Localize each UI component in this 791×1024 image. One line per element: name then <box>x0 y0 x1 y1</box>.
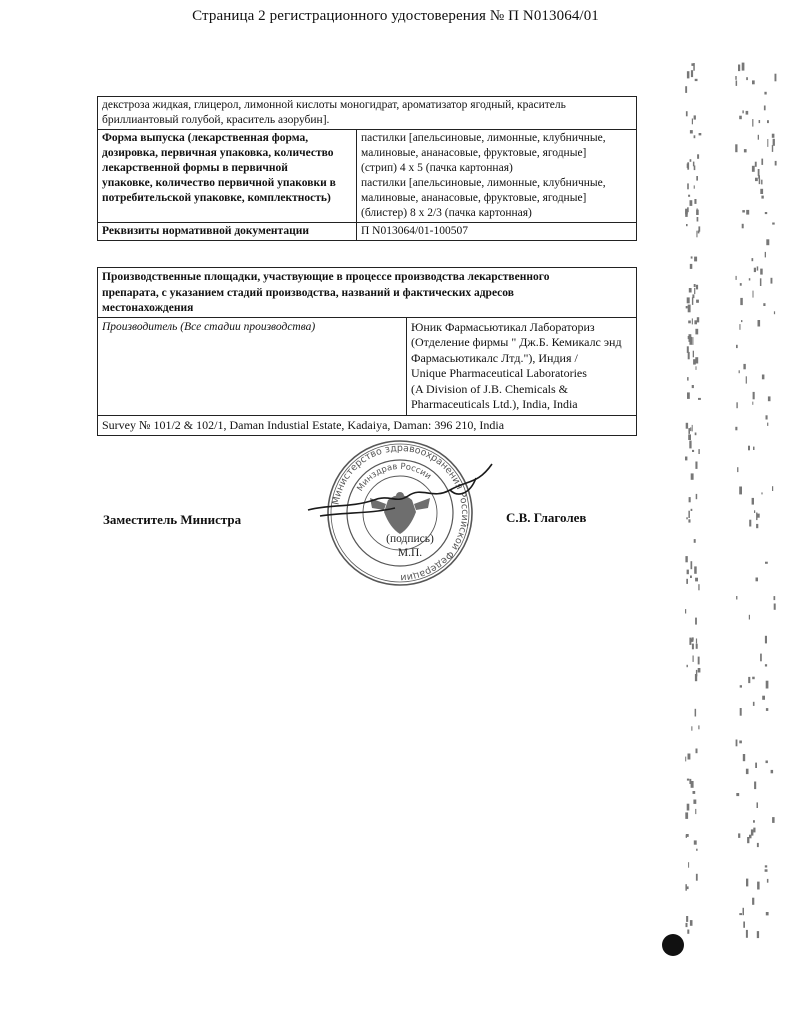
scan-noise-mark <box>687 392 690 399</box>
scan-noise-mark <box>698 398 701 400</box>
scan-noise-mark <box>759 179 761 185</box>
scan-noise-mark <box>686 517 688 519</box>
scan-noise-mark <box>739 370 740 373</box>
scan-noise-mark <box>761 180 762 185</box>
normative-docs-label: Реквизиты нормативной документации <box>98 223 357 241</box>
scan-noise-mark <box>752 80 755 84</box>
scan-noise-mark <box>695 709 697 717</box>
scan-noise-mark <box>756 513 757 521</box>
scan-noise-mark <box>690 576 692 579</box>
scan-noise-mark <box>693 800 696 804</box>
normative-docs-value: П N013064/01-100507 <box>357 223 637 241</box>
production-sites-heading <box>98 268 637 318</box>
scan-noise-mark <box>685 86 687 93</box>
scan-noise-mark <box>760 269 763 275</box>
scan-noise-mark <box>762 375 765 380</box>
scan-noise-mark <box>771 278 773 284</box>
scan-noise-mark <box>743 364 745 369</box>
scan-noise-mark <box>735 144 737 152</box>
scan-noise-mark <box>742 63 745 71</box>
scan-noise-mark <box>692 425 693 432</box>
manufacturer-address: Survey № 101/2 & 102/1, Daman Industial Estate, Kadaiya, Daman: 396 210, India <box>98 415 637 436</box>
scan-noise-mark <box>696 639 697 644</box>
scan-noise-mark <box>755 763 757 768</box>
scan-noise-mark <box>687 71 690 78</box>
release-form-label-line: лекарственной формы в первичной <box>102 162 288 174</box>
scan-noise-mark <box>685 457 687 461</box>
scan-noise-mark <box>698 449 699 454</box>
scan-noise-mark <box>749 835 752 839</box>
scan-noise-mark <box>766 761 768 764</box>
scan-noise-mark <box>753 291 754 298</box>
scan-noise-mark <box>693 656 694 662</box>
scan-noise-mark <box>694 288 695 294</box>
scan-noise-mark <box>691 63 693 66</box>
release-form-label-line: дозировка, первичная упаковка, количество <box>102 147 334 159</box>
release-form-value-line: (блистер) 8 х 2/3 (пачка картонная) <box>361 207 532 219</box>
production-sites-table <box>97 267 637 436</box>
scan-noise-mark <box>687 779 689 781</box>
scan-noise-mark <box>772 145 773 152</box>
scan-noise-mark <box>749 615 750 620</box>
release-form-label-line: потребительской упаковке, комплектность) <box>102 192 331 204</box>
scan-noise-mark <box>760 654 762 662</box>
seal-label: М.П. <box>397 547 423 559</box>
scan-noise-mark <box>740 708 742 716</box>
scan-noise-mark <box>694 539 696 543</box>
scan-noise-mark <box>767 879 769 883</box>
manufacturer-line: (A Division of J.B. Chemicals & <box>411 381 568 396</box>
scan-noise-mark <box>752 898 754 905</box>
scan-noise-mark <box>696 231 697 238</box>
release-form-value-line: пастилки [апельсиновые, лимонные, клубничные, <box>361 132 606 144</box>
scan-noise-mark <box>775 74 777 82</box>
release-form-value-line: малиновые, ананасовые, фруктовые, ягодные] <box>361 147 587 159</box>
scan-noise-mark <box>694 115 696 119</box>
scan-noise-mark <box>688 336 689 339</box>
release-form-label-line: Форма выпуска (лекарственная форма, <box>102 132 309 144</box>
scan-noise-mark <box>694 166 696 171</box>
scan-noise-mark <box>736 740 738 747</box>
scan-noise-mark <box>746 77 748 80</box>
scan-noise-mark <box>688 519 690 522</box>
scan-noise-mark <box>692 644 694 650</box>
composition-line: декстроза жидкая, глицерол, лимонной кислоты моногидрат, ароматизатор ягодный, краситель <box>102 99 566 111</box>
scan-noise-mark <box>767 120 769 123</box>
scan-noise-mark <box>740 298 743 305</box>
scan-noise-mark <box>689 337 692 345</box>
scan-noise-mark <box>698 584 699 590</box>
scan-noise-mark <box>685 812 688 819</box>
scan-noise-mark <box>766 912 769 915</box>
release-form-value-line: малиновые, ананасовые, фруктовые, ягодные] <box>361 192 587 204</box>
scan-noise-mark <box>765 865 767 867</box>
scan-noise-mark <box>692 337 693 345</box>
scan-noise-mark <box>758 320 761 327</box>
scan-noise-mark <box>748 446 750 451</box>
scan-noise-mark <box>757 266 759 270</box>
scan-noise-mark <box>688 321 691 324</box>
scan-noise-mark <box>739 324 740 330</box>
scan-noise-mark <box>688 195 690 197</box>
scan-noise-mark <box>754 268 756 272</box>
scan-noise-mark <box>694 566 697 573</box>
scan-noise-mark <box>740 283 742 286</box>
scan-noise-mark <box>768 396 771 401</box>
signatory-position: Заместитель Министра <box>103 512 242 527</box>
scan-noise-mark <box>689 497 691 502</box>
scan-noise-mark <box>753 828 755 833</box>
scan-noise-mark <box>698 231 700 234</box>
release-form-label-line: упаковке, количество первичной упаковки в <box>102 177 336 189</box>
scan-noise-mark <box>753 702 755 706</box>
scan-noise-mark <box>767 423 768 426</box>
scan-noise-mark <box>749 278 751 280</box>
scan-noise-mark <box>691 473 694 479</box>
scan-noise-mark <box>773 139 775 146</box>
composition-line: бриллиантовый голубой, краситель азорубин]. <box>102 114 330 126</box>
scan-noise-mark <box>686 923 688 927</box>
scan-noise-mark <box>739 741 742 744</box>
scan-noise-mark <box>757 514 760 518</box>
scan-noise-mark <box>696 366 697 370</box>
scan-noise-mark <box>685 609 686 613</box>
production-heading-line: препарата, с указанием стадий производства, названий и фактических адресов <box>102 286 514 299</box>
scan-noise-mark <box>736 345 738 348</box>
scan-noise-mark <box>695 462 697 469</box>
scan-noise-mark <box>696 176 698 181</box>
scan-noise-mark <box>774 604 776 610</box>
scan-noise-mark <box>687 804 690 811</box>
scan-noise-mark <box>772 134 775 138</box>
scan-noise-mark <box>691 509 693 511</box>
scan-noise-mark <box>695 809 696 814</box>
scan-noise-mark <box>761 492 762 494</box>
scan-noise-mark <box>698 668 701 673</box>
scan-noise-mark <box>752 677 755 680</box>
scan-noise-mark <box>696 285 698 290</box>
scan-noise-mark <box>752 119 753 127</box>
scan-noise-mark <box>696 670 697 676</box>
scan-noise-mark <box>687 570 689 575</box>
scan-noise-mark <box>757 843 759 847</box>
scan-noise-mark <box>775 161 777 166</box>
scan-noise-mark <box>695 329 698 335</box>
scan-noise-mark <box>751 829 754 835</box>
scan-noise-mark <box>696 300 699 303</box>
scan-noise-mark <box>765 664 767 666</box>
scan-noise-mark <box>688 862 689 868</box>
scan-noise-mark <box>736 276 737 280</box>
scan-noise-mark <box>746 879 748 887</box>
page-header: Страница 2 регистрационного удостоверения № П N013064/01 <box>192 8 599 24</box>
scan-noise-mark <box>690 200 693 206</box>
scan-noise-mark <box>694 257 697 262</box>
scan-noise-mark <box>744 149 747 152</box>
scan-noise-mark <box>698 725 699 729</box>
punch-hole <box>662 934 684 956</box>
composition-tail-cell <box>98 97 637 130</box>
production-heading-line: Производственные площадки, участвующие в процессе производства лекарственного <box>102 271 550 283</box>
scan-noise-mark <box>694 199 696 204</box>
scan-noise-mark <box>690 130 693 133</box>
scan-noise-mark <box>749 520 751 527</box>
scan-noise-mark <box>697 154 699 159</box>
scan-noise-mark <box>685 556 687 562</box>
scan-noise-mark <box>758 169 760 176</box>
scan-noise-mark <box>752 498 754 505</box>
scan-noise-mark <box>766 239 769 245</box>
scan-noise-mark <box>758 175 760 179</box>
scan-noise-mark <box>765 869 768 872</box>
scan-noise-mark <box>685 757 686 762</box>
scan-noise-mark <box>736 596 737 600</box>
scan-noise-mark <box>685 209 688 215</box>
scan-noise-mark <box>695 79 698 81</box>
scan-noise-mark <box>687 665 688 667</box>
scan-noise-mark <box>690 427 691 431</box>
scan-noise-mark <box>755 162 757 167</box>
scan-noise-mark <box>693 351 694 358</box>
scan-noise-mark <box>691 256 693 258</box>
scan-noise-mark <box>746 210 749 215</box>
scan-noise-mark <box>757 802 759 808</box>
scan-noise-mark <box>697 317 699 322</box>
scan-noise-mark <box>756 578 759 582</box>
scan-noise-mark <box>686 579 688 584</box>
scan-noise-mark <box>688 352 690 359</box>
scan-noise-mark <box>735 427 737 431</box>
scan-noise-mark <box>741 320 742 322</box>
manufacturer-line: (Отделение фирмы " Дж.Б. Кемикалс энд <box>411 335 622 349</box>
scan-noise-mark <box>774 596 776 600</box>
scan-noise-mark <box>763 303 765 306</box>
scan-noise-mark <box>687 297 690 303</box>
scan-noise-mark <box>756 524 758 528</box>
scan-noise-mark <box>746 111 749 115</box>
scan-noise-mark <box>766 708 768 711</box>
manufacturer-name <box>407 317 637 415</box>
scan-noise-mark <box>690 159 692 162</box>
scan-noise-mark <box>688 754 691 760</box>
signature-label: (подпись) <box>386 533 434 545</box>
scan-noise-mark <box>688 428 690 434</box>
scan-noise-mark <box>686 834 689 837</box>
scan-noise-mark <box>746 769 749 774</box>
scan-noise-mark <box>696 494 698 499</box>
scan-noise-mark <box>766 415 768 419</box>
scan-noise-mark <box>754 510 755 513</box>
scan-noise-mark <box>752 166 755 172</box>
scan-noise-mark <box>743 754 745 761</box>
scan-noise-mark <box>758 135 759 140</box>
scan-noise-mark <box>694 135 696 138</box>
scan-noise-mark <box>742 110 743 113</box>
stamp-inner-text: Минздрав России <box>355 461 433 494</box>
scan-noise-mark <box>748 677 750 683</box>
scan-noise-mark <box>760 278 762 286</box>
scan-noise-mark <box>692 385 694 388</box>
scan-noise-mark <box>740 685 742 687</box>
scan-noise-mark <box>693 63 695 71</box>
stamp-outer-text: Министерство здравоохранения Российской Федерации <box>330 442 471 584</box>
scan-noise-mark <box>772 817 775 823</box>
scan-noise-mark <box>692 450 694 452</box>
release-form-table <box>97 96 637 241</box>
scan-noise-mark <box>696 849 698 851</box>
manufacturer-role: Производитель (Все стадии производства) <box>98 317 407 415</box>
scan-noise-mark <box>686 111 688 116</box>
scan-noise-mark <box>690 920 693 926</box>
scan-noise-mark <box>696 749 698 754</box>
scan-noise-mark <box>753 392 755 399</box>
scan-noise-mark <box>736 793 739 796</box>
scan-noise-mark <box>738 65 740 72</box>
scan-noise-mark <box>688 305 691 313</box>
release-form-value <box>357 130 637 223</box>
manufacturer-line: Unique Pharmaceutical Laboratories <box>411 366 587 380</box>
scan-noise-mark <box>772 486 773 491</box>
scan-noise-mark <box>739 487 742 495</box>
scan-noise-mark <box>757 882 760 890</box>
release-form-label <box>98 130 357 223</box>
scan-noise-mark <box>765 252 766 258</box>
scan-noise-mark <box>695 618 697 625</box>
scan-noise-mark <box>685 884 687 891</box>
scan-noise-mark <box>736 81 738 86</box>
scan-noise-mark <box>742 210 745 212</box>
scan-noise-mark <box>686 224 688 226</box>
official-stamp <box>300 438 500 588</box>
scan-noise-mark <box>761 159 763 165</box>
scan-noise-mark <box>691 781 694 788</box>
scan-noise-mark <box>689 288 692 293</box>
scan-noise-mark <box>746 376 747 383</box>
scan-noise-mark <box>688 511 690 518</box>
scan-noise-mark <box>688 434 691 440</box>
scan-noise-mark <box>695 433 697 436</box>
scan-noise-mark <box>686 423 688 429</box>
scan-noise-mark <box>692 318 693 324</box>
scan-noise-mark <box>697 217 699 222</box>
scan-noise-mark <box>765 212 767 214</box>
manufacturer-line: Фармасьютикалс Лтд."), Индия / <box>411 350 578 365</box>
scan-noise-mark <box>755 178 758 181</box>
scan-noise-mark <box>692 294 694 298</box>
scan-noise-mark <box>689 638 691 645</box>
scan-noise-mark <box>765 562 768 564</box>
scan-noise-mark <box>696 874 698 881</box>
scan-noise-mark <box>746 930 748 938</box>
scan-noise-mark <box>696 644 698 649</box>
scan-noise-mark <box>767 139 768 147</box>
scan-noise-mark <box>771 770 774 773</box>
production-heading-line: местонахождения <box>102 302 194 314</box>
scan-noise-mark <box>687 930 689 934</box>
scan-noise-mark <box>686 306 688 308</box>
scan-noise-mark <box>692 297 693 305</box>
scan-noise-mark <box>698 657 700 665</box>
scan-noise-mark <box>695 578 698 582</box>
scan-noise-mark <box>694 284 696 287</box>
scan-noise-mark <box>689 441 691 449</box>
manufacturer-line: Юник Фармасьютикал Лабораториз <box>411 319 595 334</box>
scan-noise-mark <box>752 258 754 261</box>
scan-noise-mark <box>774 311 775 314</box>
scan-noise-mark <box>766 681 769 689</box>
scan-noise-mark <box>694 840 697 844</box>
scan-noise-mark <box>693 791 696 794</box>
scan-noise-mark <box>690 264 693 269</box>
scan-noise-mark <box>765 636 767 644</box>
scan-noise-mark <box>764 106 766 111</box>
manufacturer-line: Pharmaceuticals Ltd.), India, India <box>411 397 578 411</box>
scan-noise-mark <box>772 223 775 225</box>
scan-noise-mark <box>692 119 693 125</box>
scan-noise-mark <box>754 782 756 790</box>
scan-noise-mark <box>694 320 697 324</box>
scan-noise-mark <box>686 916 688 922</box>
scan-noise-mark <box>735 76 736 80</box>
scan-noise-mark <box>743 908 745 915</box>
scan-noise-mark <box>759 120 761 123</box>
scan-noise-mark <box>736 402 737 408</box>
release-form-value-line: (стрип) 4 х 5 (пачка картонная) <box>361 162 513 174</box>
scan-noise-mark <box>691 70 693 77</box>
signatory-name: С.В. Глаголев <box>506 510 587 525</box>
scan-noise-mark <box>760 189 763 194</box>
scan-noise-mark <box>691 561 693 569</box>
scan-noise-mark <box>687 162 689 169</box>
scan-noise-mark <box>753 447 755 450</box>
scan-noise-mark <box>739 116 742 120</box>
scan-noise-mark <box>691 726 692 730</box>
scan-noise-mark <box>738 833 740 838</box>
scan-noise-mark <box>687 377 689 381</box>
scan-noise-mark <box>753 820 755 823</box>
scan-noise-mark <box>696 210 699 215</box>
scan-noise-mark <box>752 402 753 405</box>
scan-noise-mark <box>764 92 766 95</box>
scan-noise-mark <box>693 359 696 364</box>
scan-noise-mark <box>757 931 759 938</box>
scan-noise-mark <box>699 133 702 135</box>
release-form-value-line: пастилки [апельсиновые, лимонные, клубничные, <box>361 177 606 189</box>
scan-noise-mark <box>742 224 744 229</box>
scan-noise-mark <box>761 196 763 199</box>
scan-noise-mark <box>762 696 765 700</box>
scan-noise-mark <box>687 183 689 189</box>
scan-noise-mark <box>737 467 738 472</box>
scan-noise-mark <box>739 913 742 915</box>
scan-noise-mark <box>743 922 745 928</box>
scan-noise-mark <box>694 185 695 188</box>
signature-caption <box>370 532 450 560</box>
scan-noise-mark <box>692 637 694 640</box>
